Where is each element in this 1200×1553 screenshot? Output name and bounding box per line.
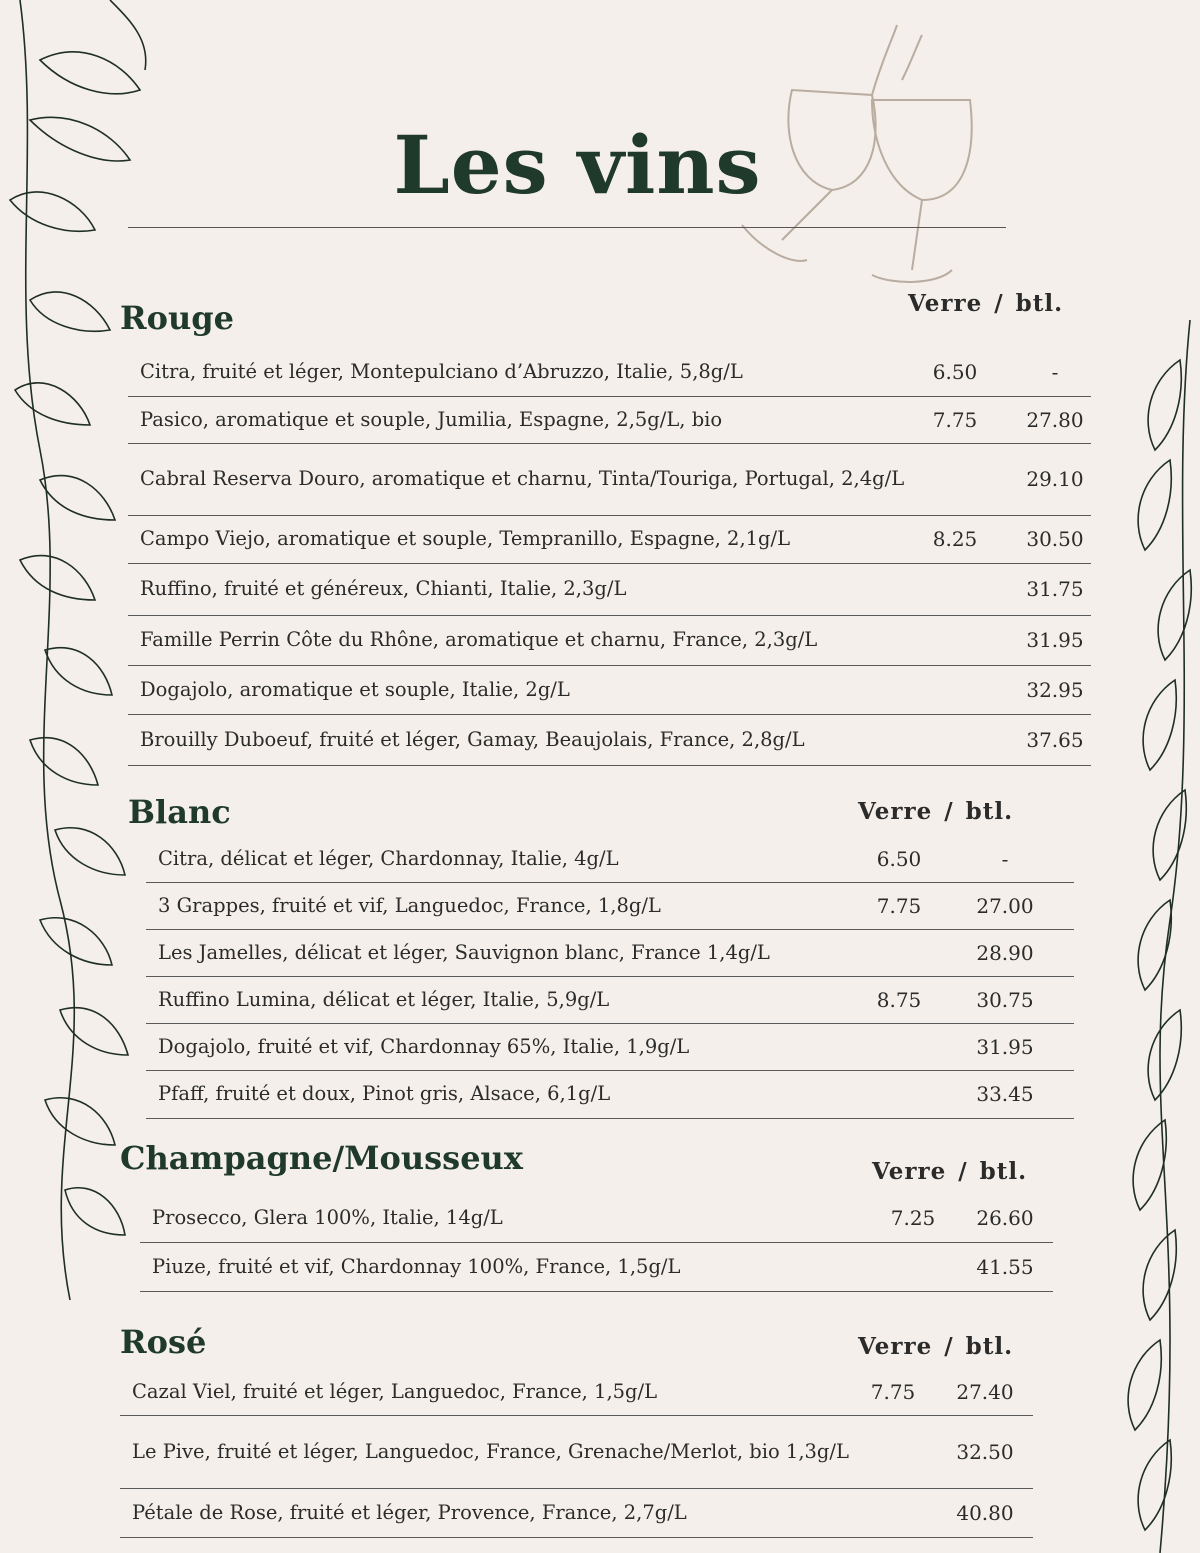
bottle-price: 27.40 <box>956 1379 1014 1404</box>
glass-price: 7.75 <box>932 407 978 432</box>
bottle-price: 31.95 <box>976 1034 1034 1059</box>
wine-description: Citra, fruité et léger, Montepulciano d’Abruzzo, Italie, 5,8g/L <box>140 359 743 383</box>
bottle-price: 40.80 <box>956 1500 1014 1525</box>
col-bottle-label: btl. <box>965 798 1014 825</box>
bottle-price: 29.10 <box>1026 467 1084 491</box>
list-item <box>140 1194 1053 1243</box>
list-item <box>146 1070 1074 1119</box>
bottle-price: 26.60 <box>976 1206 1034 1230</box>
bottle-price: 32.50 <box>956 1439 1014 1464</box>
list-item <box>120 1415 1033 1489</box>
wine-description: Famille Perrin Côte du Rhône, aromatique et charnu, France, 2,3g/L <box>140 628 818 651</box>
wine-description: Brouilly Duboeuf, fruité et léger, Gamay, Beaujolais, France, 2,8g/L <box>140 727 805 751</box>
bottle-price: 27.00 <box>976 893 1034 918</box>
list-item <box>128 665 1091 715</box>
bottle-price: 27.80 <box>1026 407 1084 432</box>
wine-description: Pasico, aromatique et souple, Jumilia, Espagne, 2,5g/L, bio <box>140 407 723 431</box>
list-item <box>120 1368 1033 1416</box>
section-title-rose: Rosé <box>120 1323 207 1361</box>
list-item <box>146 929 1074 977</box>
list-item <box>128 347 1091 397</box>
list-item <box>128 615 1091 666</box>
wine-description: Pétale de Rose, fruité et léger, Provence, France, 2,7g/L <box>132 1500 687 1524</box>
col-separator: / <box>994 290 1004 317</box>
col-glass-label: Verre <box>858 1333 933 1360</box>
glass-price: 6.50 <box>876 847 922 871</box>
wine-description: Ruffino, fruité et généreux, Chianti, Italie, 2,3g/L <box>140 577 627 600</box>
glass-price: 8.75 <box>876 987 922 1012</box>
bottle-price: - <box>1051 359 1059 384</box>
col-bottle-label: btl. <box>1015 290 1064 317</box>
column-header-rouge <box>908 290 1063 317</box>
column-header-blanc <box>858 798 1013 825</box>
col-glass-label: Verre <box>858 798 933 825</box>
bottle-price: 28.90 <box>976 940 1034 965</box>
list-item <box>146 836 1074 883</box>
col-bottle-label: btl. <box>965 1333 1014 1360</box>
col-separator: / <box>944 1333 954 1360</box>
bottle-price: - <box>1001 847 1009 871</box>
bottle-price: 31.95 <box>1026 628 1084 652</box>
wine-description: Piuze, fruité et vif, Chardonnay 100%, France, 1,5g/L <box>152 1254 681 1278</box>
wine-description: Pfaff, fruité et doux, Pinot gris, Alsace, 6,1g/L <box>158 1082 611 1105</box>
wine-description: Les Jamelles, délicat et léger, Sauvignon blanc, France 1,4g/L <box>158 940 770 964</box>
col-separator: / <box>944 798 954 825</box>
glass-price: 7.25 <box>890 1206 936 1230</box>
col-separator: / <box>958 1158 968 1185</box>
glass-price: 6.50 <box>932 359 978 384</box>
list-item <box>128 515 1091 564</box>
wine-description: Le Pive, fruité et léger, Languedoc, France, Grenache/Merlot, bio 1,3g/L <box>132 1439 849 1463</box>
wine-description: Citra, délicat et léger, Chardonnay, Italie, 4g/L <box>158 847 619 870</box>
wine-description: Campo Viejo, aromatique et souple, Tempranillo, Espagne, 2,1g/L <box>140 527 791 550</box>
list-item <box>120 1488 1033 1538</box>
glass-price: 8.25 <box>932 527 978 551</box>
bottle-price: 41.55 <box>976 1254 1034 1279</box>
wine-description: Ruffino Lumina, délicat et léger, Italie, 5,9g/L <box>158 987 610 1011</box>
list-item <box>128 443 1091 516</box>
wine-description: Cazal Viel, fruité et léger, Languedoc, France, 1,5g/L <box>132 1379 658 1403</box>
column-header-rose <box>858 1333 1013 1360</box>
list-item <box>146 882 1074 930</box>
section-title-champagne: Champagne/Mousseux <box>120 1139 523 1177</box>
col-bottle-label: btl. <box>979 1158 1028 1185</box>
title-divider <box>128 227 1006 228</box>
bottle-price: 30.50 <box>1026 527 1084 551</box>
list-item <box>146 1023 1074 1071</box>
section-title-rouge: Rouge <box>120 299 234 337</box>
bottle-price: 32.95 <box>1026 677 1084 702</box>
bottle-price: 31.75 <box>1026 577 1084 601</box>
list-item <box>140 1242 1053 1292</box>
wine-description: Dogajolo, fruité et vif, Chardonnay 65%, Italie, 1,9g/L <box>158 1034 690 1058</box>
glass-price: 7.75 <box>876 893 922 918</box>
glass-price: 7.75 <box>870 1379 916 1404</box>
list-item <box>146 976 1074 1024</box>
bottle-price: 33.45 <box>976 1082 1034 1106</box>
page-title: Les vins <box>393 118 762 212</box>
col-glass-label: Verre <box>908 290 983 317</box>
bottle-price: 37.65 <box>1026 727 1084 752</box>
wine-description: Cabral Reserva Douro, aromatique et charnu, Tinta/Touriga, Portugal, 2,4g/L <box>140 467 905 490</box>
wine-description: 3 Grappes, fruité et vif, Languedoc, France, 1,8g/L <box>158 893 661 917</box>
bottle-price: 30.75 <box>976 987 1034 1012</box>
list-item <box>128 563 1091 616</box>
wine-description: Dogajolo, aromatique et souple, Italie, 2g/L <box>140 677 570 701</box>
column-header-champagne <box>872 1158 1027 1185</box>
col-glass-label: Verre <box>872 1158 947 1185</box>
list-item <box>128 714 1091 766</box>
section-title-blanc: Blanc <box>128 793 231 831</box>
list-item <box>128 396 1091 444</box>
wine-description: Prosecco, Glera 100%, Italie, 14g/L <box>152 1206 503 1229</box>
